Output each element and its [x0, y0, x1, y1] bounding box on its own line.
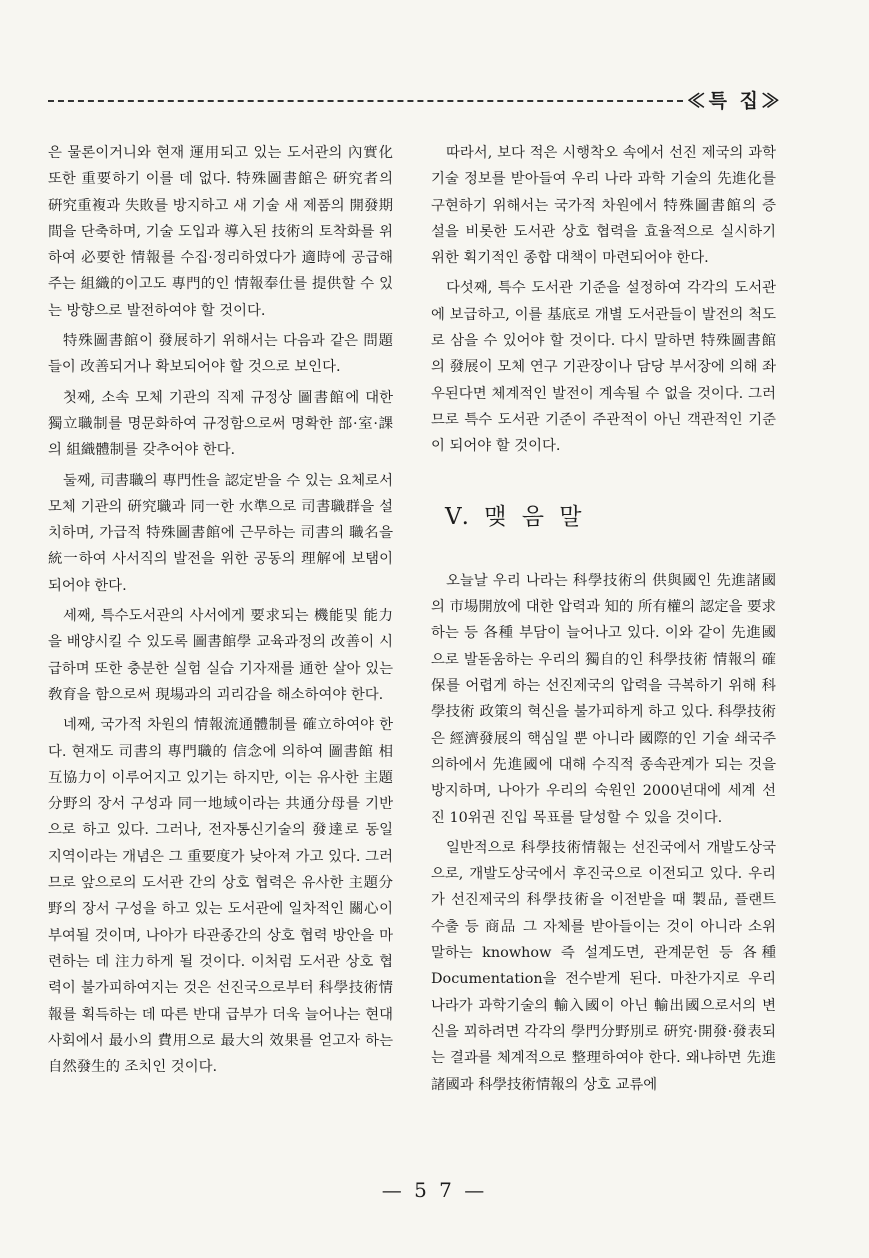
- right-column: [431, 140, 776, 1102]
- header-dashed-rule: [48, 100, 683, 102]
- paragraph: 特殊圖書館이 發展하기 위해서는 다음과 같은 問題들이 改善되거나 확보되어야 할 것으로 보인다.: [48, 333, 393, 376]
- paragraph: 다섯째, 특수 도서관 기준을 설정하여 각각의 도서관에 보급하고, 이를 基底로 개별 도서관들이 발전의 척도로 삼을 수 있어야 할 것이다. 다시 말하면 特殊圖書館의 發展이 모체 연구 기관장이나 담당 부서장에 의해 좌우된다면 체계적인 발전이 계속될 수 없을 것이다. 그러므로 특수 도서관 기준이 주관적이 아닌 객관적인 기준이 되어야 할 것이다.: [431, 280, 776, 455]
- paragraph: 둘째, 司書職의 專門性을 認定받을 수 있는 요체로서 모체 기관의 硏究職과 同一한 水準으로 司書職群을 설치하며, 가급적 特殊圖書館에 근무하는 司書의 職名을 統一하여 사서직의 발전을 위한 공동의 理解에 보탬이 되어야 한다.: [48, 472, 393, 594]
- paragraph: 은 물론이거니와 현재 運用되고 있는 도서관의 內實化 또한 重要하기 이를 데 없다. 特殊圖書館은 硏究者의 硏究重複과 失敗를 방지하고 새 기술 새 제품의 開發期間을 단축하며, 기술 도입과 導入된 技術의 토착화를 위하여 必要한 情報를 수집·정리하였다가 適時에 공급해 주는 組織的이고도 專門的인 情報奉仕를 提供할 수 있는 방향으로 발전하여야 할 것이다.: [48, 145, 393, 319]
- paragraph: 첫째, 소속 모체 기관의 직제 규정상 圖書館에 대한 獨立職制를 명문화하여 규정함으로써 명확한 部·室·課의 組織體制를 갖추어야 한다.: [48, 389, 393, 459]
- section-title: V. 맺 음 말: [445, 503, 586, 530]
- page-header: [48, 86, 783, 116]
- paragraph: 네째, 국가적 차원의 情報流通體制를 確立하여야 한다. 현재도 司書의 專門職的 信念에 의하여 圖書館 相互協力이 이루어지고 있기는 하지만, 이는 유사한 主題分野의 장서 구성과 同一地域이라는 共通分母를 기반으로 하고 있다. 그러나, 전자통신기술의 發達로 동일 지역이라는 개념은 그 重要度가 낮아져 가고 있다. 그러므로 앞으로의 도서관 간의 상호 협력은 유사한 主題分野의 장서 구성을 하고 있는 도서관에 일차적인 關心이 부여될 것이며, 나아가 타관종간의 상호 협력 방안을 마련하는 데 注力하게 될 것이다. 이처럼 도서관 상호 협력이 불가피하여지는 것은 선진국으로부터 科學技術情報를 획득하는 데 따른 반대 급부가 더욱 늘어나는 현대 사회에서 最小의 費用으로 最大의 效果를 얻고자 하는 自然發生的 조치인 것이다.: [48, 717, 393, 1076]
- paragraph: 따라서, 보다 적은 시행착오 속에서 선진 제국의 과학 기술 정보를 받아들여 우리 나라 과학 기술의 先進化를 구현하기 위해서는 국가적 차원에서 特殊圖書館의 증설을 비롯한 도서관 상호 협력을 효율적으로 실시하기 위한 획기적인 종합 대책이 마련되어야 한다.: [431, 145, 776, 267]
- header-label: ≪특 집≫: [686, 90, 783, 112]
- page-number: — 5 7 —: [381, 1178, 488, 1202]
- paragraph: 오늘날 우리 나라는 科學技術의 供與國인 先進諸國의 市場開放에 대한 압력과 知的 所有權의 認定을 要求하는 등 各種 부담이 늘어나고 있다. 이와 같이 先進國으로 발돋움하는 우리의 獨自的인 科學技術 情報의 確保를 어렵게 하는 선진제국의 압력을 극복하기 위해 科學技術 政策의 혁신을 불가피하게 하고 있다. 科學技術은 經濟發展의 핵심일 뿐 아니라 國際的인 기술 쇄국주의하에서 先進國에 대해 수직적 종속관계가 되는 것을 방지하며, 나아가 우리의 숙원인 2000년대에 세계 선진 10위권 진입 목표를 달성할 수 있을 것이다.: [431, 572, 776, 826]
- paragraph: 세째, 특수도서관의 사서에게 要求되는 機能및 能力을 배양시킬 수 있도록 圖書館學 교육과정의 改善이 시급하며 또한 충분한 실험 실습 기자재를 通한 살아 있는 敎育을 함으로써 現場과의 괴리감을 해소하여야 한다.: [48, 608, 393, 703]
- paragraph: 일반적으로 科學技術情報는 선진국에서 개발도상국으로, 개발도상국에서 후진국으로 이전되고 있다. 우리가 선진제국의 科學技術을 이전받을 때 製品, 플랜트 수출 등 商品 그 자체를 받아들이는 것이 아니라 소위 말하는 knowhow 즉 설계도면, 관계문헌 등 各種 Documentation을 전수받게 된다. 마찬가지로 우리 나라가 과학기술의 輸入國이 아닌 輸出國으로서의 변신을 꾀하려면 각각의 學門分野別로 硏究·開發·發表되는 결과를 체계적으로 整理하여야 한다. 왜냐하면 先進諸國과 科學技術情報의 상호 교류에: [431, 839, 776, 1093]
- left-column: [48, 140, 393, 1084]
